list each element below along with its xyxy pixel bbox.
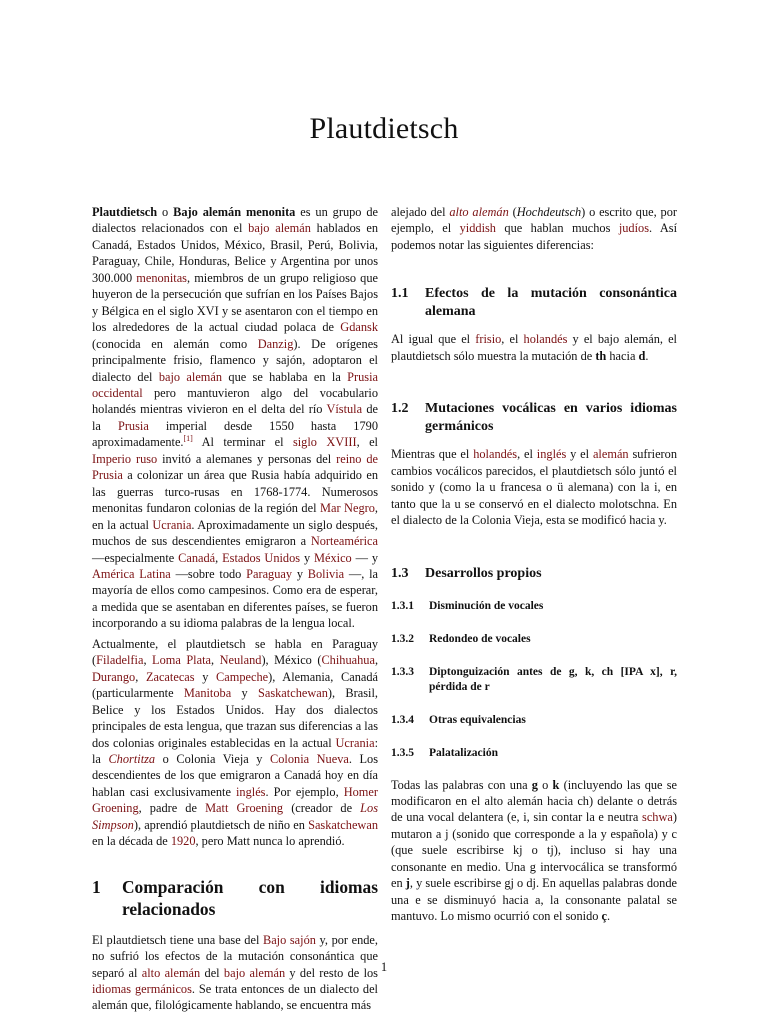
- text-run: , el: [501, 332, 524, 347]
- palatalizacion-paragraph: [391, 777, 677, 925]
- text-run: o Colonia Vieja y: [155, 751, 271, 766]
- text-run: y: [300, 550, 315, 565]
- article-link[interactable]: Chihuahua: [321, 653, 375, 668]
- article-link[interactable]: México: [314, 550, 352, 565]
- text-run: (conocida en alemán como: [92, 336, 258, 351]
- text-run: y: [292, 566, 308, 581]
- text-run: y del resto de los: [285, 965, 378, 980]
- text-run: ), México (: [261, 653, 322, 668]
- article-link[interactable]: holandés: [473, 447, 518, 462]
- subsubsection-number: 1.3.1: [391, 599, 414, 612]
- text-run: invitó a alemanes y personas del: [157, 451, 337, 466]
- subsubsection-title: Diptonguización antes de g, k, ch [IPA x], r, pérdida de r: [429, 665, 677, 693]
- text-run: o: [537, 777, 553, 792]
- article-link[interactable]: América Latina: [92, 566, 171, 581]
- article-link[interactable]: Danzig: [257, 336, 294, 351]
- article-link[interactable]: Vístula: [326, 402, 363, 417]
- text-run: Todas las palabras con una: [391, 777, 532, 792]
- article-link[interactable]: Zacatecas: [145, 669, 195, 684]
- intro-paragraph: [92, 204, 378, 632]
- text-run: : la: [92, 735, 378, 766]
- article-link[interactable]: Ucrania: [335, 735, 375, 750]
- subsubsection-number: 1.3.3: [391, 665, 414, 678]
- article-link[interactable]: bajo alemán: [158, 369, 223, 384]
- article-link[interactable]: Saskatchewan: [257, 686, 328, 701]
- text-run: ,: [211, 653, 220, 668]
- text-run: . Aproximadamente un siglo después, muchos de sus descendientes emigraron a: [92, 517, 378, 549]
- text-run: ) o escrito que, por ejemplo, el: [391, 205, 677, 236]
- article-link[interactable]: Gdansk: [340, 320, 378, 335]
- article-link[interactable]: siglo XVIII: [292, 435, 357, 450]
- distribution-paragraph: [92, 636, 378, 850]
- subsection-title: Efectos de la mutación consonántica alemana: [425, 286, 677, 320]
- section-heading-comparacion: [92, 876, 378, 920]
- text-run: , el: [356, 435, 378, 450]
- subsubsection-number: 1.3.4: [391, 713, 414, 726]
- subsection-number: 1.3: [391, 565, 409, 581]
- subsection-number: 1.2: [391, 401, 409, 417]
- article-link[interactable]: Ucrania: [152, 517, 192, 532]
- article-link[interactable]: Los Simpson: [92, 801, 378, 832]
- subsection-title: Mutaciones vocálicas en varios idiomas germánicos: [425, 401, 677, 435]
- bold-term: d: [638, 348, 646, 363]
- citation-link[interactable]: [1]: [183, 434, 193, 444]
- subsection-title: Desarrollos propios: [425, 565, 542, 581]
- article-link[interactable]: Prusia: [117, 418, 149, 433]
- subsubsection-heading-diptonguizacion: [391, 665, 677, 695]
- subsection-heading-desarrollos-propios: [391, 565, 677, 583]
- article-link[interactable]: judíos: [618, 221, 650, 236]
- article-link[interactable]: Durango: [92, 669, 136, 684]
- subsubsection-heading-disminucion: [391, 599, 677, 614]
- text-run: hablados en Canadá, Estados Unidos, México, Brasil, Perú, Bolivia, Paraguay, Chile, Honduras, Belice y Argentina por unos 300.000: [92, 221, 378, 285]
- subsubsection-title: Otras equivalencias: [429, 713, 526, 726]
- text-run: . Se trata entonces de un dialecto del alemán que, filológicamente hablando, se encuentra más: [92, 982, 378, 1013]
- text-run: —, la mayoría de ellos como campesinos. Como era de esperar, a medida que se asentaban en diferentes países, se fueron incorporando a su idioma palabras de la lengua local.: [92, 566, 378, 631]
- text-run: , en la actual: [92, 501, 378, 532]
- article-link[interactable]: Loma Plata: [152, 653, 212, 668]
- text-run: —sobre todo: [170, 566, 247, 581]
- subsection-heading-mutacion-consonantica: [391, 285, 677, 321]
- text-run: y: [231, 686, 258, 701]
- text-run: pero mantuvieron algo del vocabulario holandés mientras vivieron en el delta del río: [92, 385, 378, 417]
- text-run: , miembros de un grupo religioso que huyeron de la persecución que sufrían en los Países Bajos y Bélgica en el siglo XVI y se asentaron con el tiempo en los alrededores de la actual ciudad polaca de: [92, 270, 378, 335]
- text-run: .: [607, 909, 611, 924]
- comparacion-continuation: [391, 204, 677, 253]
- text-run: . Por ejemplo,: [265, 784, 344, 799]
- article-link[interactable]: holandés: [523, 332, 568, 347]
- text-run: (incluyendo las que se modificaron en el alto alemán hacia ch) delante o detrás de una vocal delantera (e, i, sin contar la e neutra: [391, 777, 678, 825]
- bold-term: g: [531, 777, 538, 792]
- bold-term: k: [552, 777, 560, 792]
- text-run: .: [645, 348, 649, 363]
- article-link[interactable]: Bolivia: [307, 566, 345, 581]
- article-link[interactable]: Manitoba: [183, 686, 232, 701]
- article-link[interactable]: Estados Unidos: [222, 550, 301, 565]
- text-run: y el bajo alemán, el plautdietsch sólo muestra la mutación de: [391, 332, 677, 363]
- text-run: y: [194, 669, 217, 684]
- article-link[interactable]: Bajo sajón: [262, 932, 316, 947]
- text-run: hacia: [606, 348, 639, 363]
- article-link[interactable]: reino de Prusia: [92, 451, 379, 483]
- subsubsection-title: Disminución de vocales: [429, 599, 544, 612]
- subsection-number: 1.1: [391, 286, 409, 302]
- text-run: Actualmente, el plautdietsch se habla en Paraguay (: [92, 636, 378, 668]
- text-run: Mientras que el: [391, 447, 474, 462]
- text-run: y, por ende, no sufrió los efectos de la mutación consonántica que separó al: [92, 932, 378, 980]
- subsubsection-title: Redondeo de vocales: [429, 632, 531, 645]
- text-run: — y: [351, 550, 379, 565]
- text-run: ), Brasil, Belice y los Estados Unidos. Hay dos dialectos principales de esta lengua, que trazan sus diferencias a las dos colonias originales establecidas en la actual: [92, 686, 378, 750]
- article-link[interactable]: inglés: [236, 784, 266, 799]
- article-link[interactable]: yiddish: [459, 221, 496, 236]
- subsubsection-number: 1.3.5: [391, 746, 414, 759]
- text-run: ). De orígenes principalmente frisio, flamenco y sajón, adoptaron el dialecto del: [92, 336, 378, 384]
- italic-term: Hochdeutsch: [516, 205, 582, 219]
- subsubsection-heading-palatalizacion: [391, 746, 677, 761]
- bold-term: Bajo alemán menonita: [173, 205, 296, 219]
- article-link[interactable]: Prusia occidental: [92, 369, 378, 400]
- article-link[interactable]: idiomas germánicos: [92, 982, 192, 997]
- mutacion-consonantica-paragraph: [391, 331, 677, 364]
- text-run: ), Alemania, Canadá (particularmente: [92, 669, 379, 701]
- article-link[interactable]: Norteamérica: [310, 534, 378, 549]
- text-run: ) mutaron a j (sonido que corresponde a la y española) y c (que suele escribirse kj o tj), incluso si hay una consonante en medio. Una g intervocálica se transformó en: [391, 810, 677, 891]
- mutaciones-vocalicas-paragraph: [391, 446, 677, 528]
- article-link[interactable]: schwa: [642, 810, 673, 825]
- bold-term: ç: [601, 909, 607, 924]
- article-link[interactable]: Paraguay: [246, 566, 293, 581]
- article-link[interactable]: alemán: [592, 447, 629, 462]
- article-link[interactable]: Colonia Nueva: [270, 751, 349, 766]
- text-run: sufrieron cambios vocálicos parecidos, el plautdietsch sólo juntó el sonido y (como la u francesa o ü alemana) con la i, en tanto que la u se conservó en el dialecto molotschna. En el dialecto de la Colonia Vieja, esta se modificó hacia y.: [391, 447, 678, 528]
- article-link[interactable]: Saskatchewan: [308, 817, 378, 832]
- text-run: , pero Matt nunca lo aprendió.: [195, 834, 345, 849]
- subsubsection-number: 1.3.2: [391, 632, 414, 645]
- text-run: imperial desde 1550 hasta 1790 aproximadamente.: [92, 418, 378, 450]
- article-link[interactable]: Matt Groening: [205, 801, 284, 816]
- section-title: Comparación con idiomas relacionados: [122, 876, 378, 919]
- bold-term: j: [405, 876, 410, 891]
- text-run: o: [157, 205, 174, 219]
- article-link[interactable]: Imperio ruso: [92, 451, 158, 466]
- article-link[interactable]: Neuland: [219, 653, 262, 668]
- text-run: (creador de: [283, 801, 361, 816]
- text-run: Al igual que el: [391, 332, 476, 347]
- subsubsection-title: Palatalización: [429, 746, 498, 759]
- subsubsection-heading-redondeo: [391, 632, 677, 647]
- text-run: , el: [517, 447, 537, 462]
- text-run: ,: [135, 669, 146, 684]
- text-run: ,: [215, 550, 223, 565]
- text-run: (: [508, 205, 517, 219]
- article-link[interactable]: Mar Negro: [320, 501, 375, 516]
- article-link[interactable]: frisio: [475, 332, 502, 347]
- text-run: ,: [143, 653, 153, 668]
- page-number: 1: [380, 960, 388, 974]
- article-link[interactable]: Campeche: [216, 669, 269, 684]
- section-number: 1: [92, 876, 101, 897]
- article-link[interactable]: Chortitza: [108, 751, 156, 766]
- text-run: es un grupo de dialectos relacionados con el: [92, 205, 378, 236]
- text-run: ), aprendió plautdietsch de niño en: [133, 817, 309, 832]
- article-link[interactable]: bajo alemán: [248, 221, 311, 236]
- article-link[interactable]: alto alemán: [449, 205, 509, 219]
- left-column: [92, 204, 378, 1014]
- article-link[interactable]: Homer Groening: [92, 784, 378, 816]
- text-run: que hablan muchos: [495, 221, 619, 236]
- text-run: que se hablaba en la: [222, 369, 348, 384]
- text-run: El plautdietsch tiene una base del: [92, 932, 263, 947]
- text-run: , y suele escribirse gj o dj. En aquellas palabras donde una e se disminuyó hacia a, la consonante palatal se mantuvo. Lo mismo ocurrió con el sonido: [391, 876, 677, 924]
- text-run: alejado del: [391, 205, 450, 219]
- bold-term: th: [595, 348, 607, 363]
- text-run: en la década de: [92, 834, 171, 849]
- text-run: a colonizar un área que Rusia había adquirido en las guerras turco-rusas en 1768-1774. Numerosos menonitas fundaron colonias de la región del: [92, 468, 378, 516]
- subsubsection-heading-otras-equivalencias: [391, 713, 677, 728]
- right-column: [391, 204, 677, 925]
- article-link[interactable]: menonitas: [136, 270, 187, 285]
- text-run: de la: [92, 402, 378, 433]
- subsection-heading-mutaciones-vocalicas: [391, 400, 677, 436]
- article-link[interactable]: Filadelfia: [96, 653, 144, 668]
- article-link[interactable]: 1920: [170, 834, 196, 849]
- text-run: y el: [566, 447, 593, 462]
- text-run: Al terminar el: [192, 435, 293, 450]
- bold-term: Plautdietsch: [92, 205, 158, 219]
- article-link[interactable]: bajo alemán: [223, 965, 286, 980]
- article-title: Plautdietsch: [309, 112, 459, 145]
- article-link[interactable]: alto alemán: [141, 965, 201, 980]
- text-run: . Así podemos notar las siguientes diferencias:: [391, 221, 677, 252]
- text-run: ,: [374, 653, 379, 668]
- text-run: . Los descendientes de los que emigraron a Canadá hoy en día hablan casi exclusivamente: [92, 751, 378, 799]
- text-run: —especialmente: [92, 550, 179, 565]
- text-run: del: [200, 965, 224, 980]
- article-link[interactable]: Canadá: [178, 550, 216, 565]
- text-run: , padre de: [138, 801, 206, 816]
- article-link[interactable]: inglés: [536, 447, 567, 462]
